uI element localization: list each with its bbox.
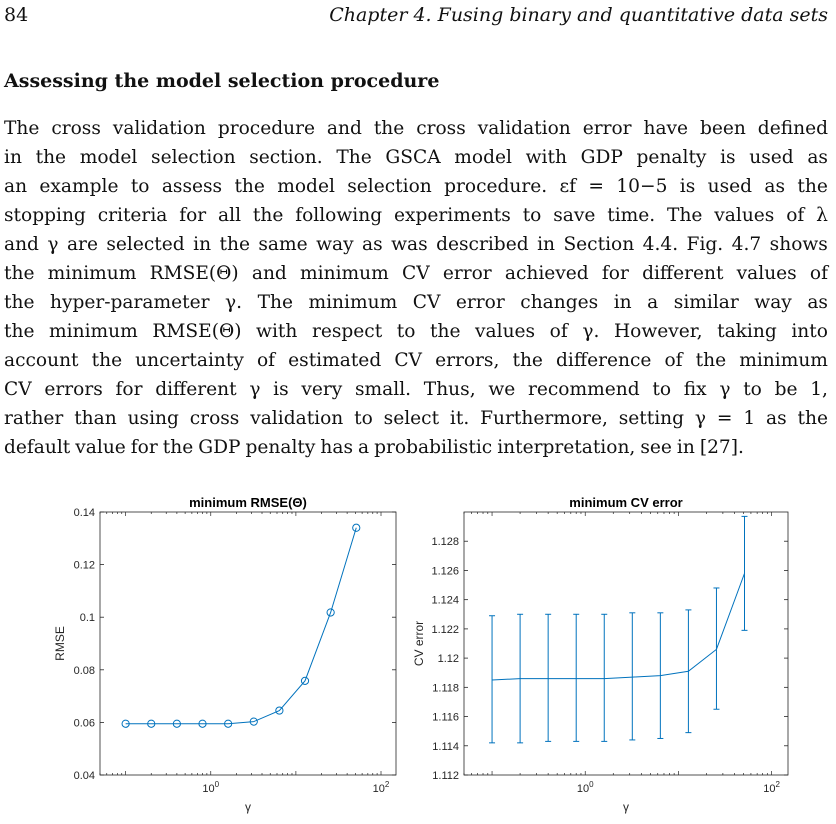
body-word: a: [358, 437, 370, 458]
body-word: been: [699, 118, 746, 139]
body-word: different: [642, 263, 724, 284]
body-word: the: [4, 263, 35, 284]
cv-xtick-exp: 2: [775, 780, 780, 789]
rmse-xtick-label: [373, 780, 390, 795]
body-word: for: [115, 379, 143, 400]
body-word: γ: [719, 379, 731, 400]
body-word: way: [754, 292, 792, 313]
body-word: very: [301, 379, 343, 400]
body-word: of: [809, 263, 828, 284]
body-word: is: [679, 176, 696, 197]
body-word: The: [257, 292, 293, 313]
cv-x-axis-label: γ: [623, 800, 629, 814]
body-word: as: [807, 292, 828, 313]
body-word: εf: [559, 176, 577, 197]
body-word: of: [549, 321, 568, 342]
body-word: cross: [416, 118, 466, 139]
cv-xtick-exp: 0: [589, 780, 594, 789]
page-header: [4, 4, 828, 34]
body-word: 1: [743, 408, 756, 429]
body-word: probabilistic: [374, 437, 493, 458]
rmse-chart-title: minimum RMSE(Θ): [189, 495, 307, 510]
body-word: way: [316, 234, 354, 255]
body-line: [4, 317, 828, 346]
body-word: Furthermore,: [480, 408, 608, 429]
rmse-y-axis-label: RMSE: [53, 626, 67, 661]
cv-xtick-base: 10: [576, 783, 590, 795]
body-word: in: [193, 234, 212, 255]
body-word: λ: [816, 205, 828, 226]
body-word: RMSE(Θ): [149, 263, 239, 284]
body-word: the: [4, 292, 35, 313]
body-word: model: [454, 147, 512, 168]
body-line: [4, 230, 828, 259]
body-word: save: [553, 205, 596, 226]
body-word: as: [766, 408, 787, 429]
body-word: minimum: [49, 321, 138, 342]
body-word: γ.: [582, 321, 600, 342]
body-word: recommend: [527, 379, 640, 400]
body-word: assess: [161, 176, 223, 197]
cv-ytick-label: 1.124: [431, 594, 459, 607]
body-word: The: [336, 147, 372, 168]
body-word: similar: [673, 292, 739, 313]
body-word: value: [75, 437, 126, 458]
body-word: defined: [757, 118, 828, 139]
body-word: the: [797, 176, 828, 197]
body-word: to: [130, 176, 150, 197]
running-title: Chapter 4. Fusing binary and quantitative data sets: [329, 4, 828, 26]
body-word: error: [455, 292, 505, 313]
body-word: The: [667, 205, 703, 226]
body-word: than: [74, 408, 117, 429]
body-word: penalty: [636, 147, 707, 168]
body-word: same: [258, 234, 308, 255]
cv-ytick-label: 1.12: [437, 653, 459, 666]
body-word: Thus,: [423, 379, 476, 400]
body-word: select: [383, 408, 440, 429]
rmse-data-point: [148, 720, 155, 727]
body-word: Fig.: [686, 234, 724, 255]
body-word: changes: [520, 292, 599, 313]
body-word: shows: [769, 234, 828, 255]
body-word: difference: [556, 350, 652, 371]
body-word: is: [273, 379, 289, 400]
rmse-data-point: [173, 720, 180, 727]
body-word: minimum: [300, 263, 389, 284]
body-word: selected: [106, 234, 185, 255]
cv-ytick-label: 1.116: [432, 711, 459, 724]
body-line: [4, 288, 828, 317]
body-word: =: [588, 176, 604, 197]
body-word: the: [430, 321, 461, 342]
body-word: the: [373, 118, 405, 139]
body-word: it.: [449, 408, 470, 429]
body-word: for: [130, 437, 158, 458]
body-word: =: [716, 408, 733, 429]
body-word: γ: [249, 379, 261, 400]
body-word: GDP: [580, 147, 623, 168]
body-word: 4.4.: [642, 234, 679, 255]
body-word: time.: [607, 205, 656, 226]
body-word: GDP: [198, 437, 241, 458]
body-word: 4.7: [731, 234, 762, 255]
body-line: [4, 346, 828, 375]
rmse-ytick-label: 0.1: [79, 612, 95, 625]
body-word: values: [736, 263, 797, 284]
body-word: and: [4, 234, 39, 255]
body-word: to: [743, 379, 762, 400]
rmse-data-point: [353, 524, 360, 531]
body-word: for: [179, 205, 207, 226]
body-word: procedure.: [444, 176, 548, 197]
body-word: The: [4, 118, 40, 139]
body-word: uncertainty: [135, 350, 244, 371]
cv-ytick-label: 1.114: [432, 740, 459, 753]
body-line: [4, 375, 828, 404]
body-word: respect: [311, 321, 383, 342]
body-word: RMSE(Θ): [152, 321, 242, 342]
cv-plot-frame: [464, 512, 788, 775]
body-word: hyper-parameter: [49, 292, 210, 313]
body-word: be: [774, 379, 798, 400]
body-word: example: [39, 176, 119, 197]
body-word: of: [664, 350, 683, 371]
body-word: 10−5: [616, 176, 668, 197]
body-word: error: [582, 118, 632, 139]
rmse-data-point: [276, 707, 283, 714]
rmse-data-point: [250, 718, 257, 725]
cv-ytick-label: 1.126: [431, 565, 459, 578]
body-word: rather: [4, 408, 64, 429]
body-word: values: [475, 321, 536, 342]
body-word: γ.: [225, 292, 243, 313]
body-word: model: [277, 176, 335, 197]
body-word: is: [720, 147, 736, 168]
body-word: of: [786, 205, 805, 226]
body-word: minimum: [47, 263, 137, 284]
body-word: GSCA: [385, 147, 441, 168]
body-word: the: [512, 350, 543, 371]
body-word: of: [256, 350, 276, 371]
body-word: the: [35, 147, 67, 168]
body-word: used: [749, 147, 794, 168]
body-word: selection: [347, 176, 432, 197]
body-word: are: [66, 234, 98, 255]
body-line: [4, 433, 828, 462]
body-word: γ: [694, 408, 707, 429]
rmse-x-axis-label: γ: [245, 800, 251, 814]
body-word: in: [537, 234, 555, 255]
body-word: to: [522, 205, 542, 226]
body-word: selection: [151, 147, 236, 168]
rmse-series-line: [126, 528, 357, 724]
body-word: section.: [249, 147, 323, 168]
rmse-xtick-base: 10: [372, 783, 385, 795]
body-word: was: [391, 234, 428, 255]
body-word: cross: [189, 408, 240, 429]
body-line: [4, 143, 828, 172]
cv-xtick-label: [577, 780, 594, 795]
body-line: [4, 172, 828, 201]
body-word: CV: [401, 263, 430, 284]
body-word: values: [714, 205, 775, 226]
body-word: and: [251, 263, 287, 284]
body-word: CV: [412, 292, 441, 313]
cv-ytick-label: 1.122: [431, 623, 459, 636]
body-word: the: [4, 321, 35, 342]
cv-xtick-label: [763, 780, 780, 795]
body-word: validation: [477, 118, 571, 139]
body-text: [4, 114, 828, 462]
cv-chart-title: minimum CV error: [569, 495, 683, 510]
body-word: used: [707, 176, 753, 197]
body-word: in: [4, 147, 22, 168]
body-word: error: [442, 263, 492, 284]
body-word: 1,: [810, 379, 828, 400]
rmse-ytick-label: 0.04: [73, 770, 95, 782]
rmse-data-point: [199, 720, 206, 727]
body-word: achieved: [504, 263, 589, 284]
body-word: into: [791, 321, 828, 342]
cv-ytick-label: 1.128: [431, 536, 459, 549]
body-word: the: [219, 234, 250, 255]
body-word: all: [218, 205, 242, 226]
body-word: default: [4, 437, 71, 458]
body-word: stopping: [4, 205, 86, 226]
body-word: model: [79, 147, 138, 168]
body-word: the: [252, 205, 284, 226]
body-word: we: [488, 379, 516, 400]
body-word: in: [676, 437, 695, 458]
body-word: as: [764, 176, 786, 197]
body-word: as: [807, 147, 828, 168]
body-line: [4, 201, 828, 230]
body-word: cross: [51, 118, 101, 139]
body-word: estimated: [288, 350, 382, 371]
section-heading: Assessing the model selection procedure: [4, 70, 440, 92]
rmse-data-point: [122, 720, 129, 727]
rmse-plot-frame: [100, 512, 396, 775]
rmse-data-point: [301, 677, 308, 684]
body-word: the: [91, 350, 123, 371]
cv-y-axis-label: CV error: [412, 620, 426, 667]
body-word: account: [4, 350, 79, 371]
body-word: penalty: [245, 437, 316, 458]
body-word: to: [652, 379, 672, 400]
body-word: described: [436, 234, 529, 255]
body-word: the: [162, 437, 194, 458]
body-word: to: [396, 321, 416, 342]
body-word: setting: [618, 408, 685, 429]
body-line: [4, 404, 828, 433]
body-word: γ: [47, 234, 59, 255]
body-word: minimum: [739, 350, 828, 371]
rmse-ytick-label: 0.06: [73, 717, 95, 730]
rmse-xtick-base: 10: [202, 783, 215, 795]
body-word: Section: [563, 234, 635, 255]
body-word: an: [4, 176, 28, 197]
body-line: [4, 114, 828, 143]
body-word: validation: [250, 408, 344, 429]
body-word: errors,: [435, 350, 500, 371]
body-word: with: [525, 147, 567, 168]
body-word: criteria: [97, 205, 168, 226]
rmse-xtick-label: [202, 780, 219, 795]
rmse-ytick-label: 0.12: [73, 559, 95, 572]
rmse-data-point: [327, 609, 334, 616]
body-word: in: [613, 292, 632, 313]
body-word: following: [295, 205, 383, 226]
body-word: using: [127, 408, 179, 429]
body-word: and: [326, 118, 362, 139]
body-word: errors: [44, 379, 103, 400]
body-word: interpretation,: [497, 437, 636, 458]
rmse-data-point: [225, 720, 232, 727]
rmse-xtick-exp: 0: [214, 780, 220, 789]
body-word: experiments: [393, 205, 511, 226]
body-word: a: [647, 292, 659, 313]
body-line: [4, 259, 828, 288]
body-word: the: [234, 176, 265, 197]
body-word: with: [256, 321, 298, 342]
body-word: CV: [394, 350, 422, 371]
cv-ytick-label: 1.118: [432, 682, 459, 695]
cv-xtick-base: 10: [763, 783, 776, 795]
body-word: However,: [613, 321, 703, 342]
body-word: validation: [112, 118, 206, 139]
body-word: has: [320, 437, 353, 458]
body-word: the: [797, 408, 828, 429]
rmse-ytick-label: 0.08: [73, 664, 95, 677]
cv-series-line: [492, 573, 744, 680]
body-word: to: [354, 408, 373, 429]
body-word: [27].: [699, 437, 744, 458]
body-word: see: [640, 437, 672, 458]
rmse-ytick-label: 0.14: [73, 507, 95, 519]
body-word: different: [155, 379, 237, 400]
body-word: procedure: [217, 118, 315, 139]
body-word: for: [601, 263, 629, 284]
body-word: have: [643, 118, 689, 139]
body-word: as: [362, 234, 383, 255]
page-number: 84: [4, 4, 29, 26]
body-word: taking: [717, 321, 777, 342]
cv-ytick-label: 1.112: [432, 770, 459, 782]
body-word: the: [695, 350, 727, 371]
body-word: CV: [4, 379, 32, 400]
body-word: minimum: [308, 292, 398, 313]
body-word: fix: [683, 379, 707, 400]
rmse-xtick-exp: 2: [384, 780, 390, 789]
body-word: small.: [355, 379, 412, 400]
